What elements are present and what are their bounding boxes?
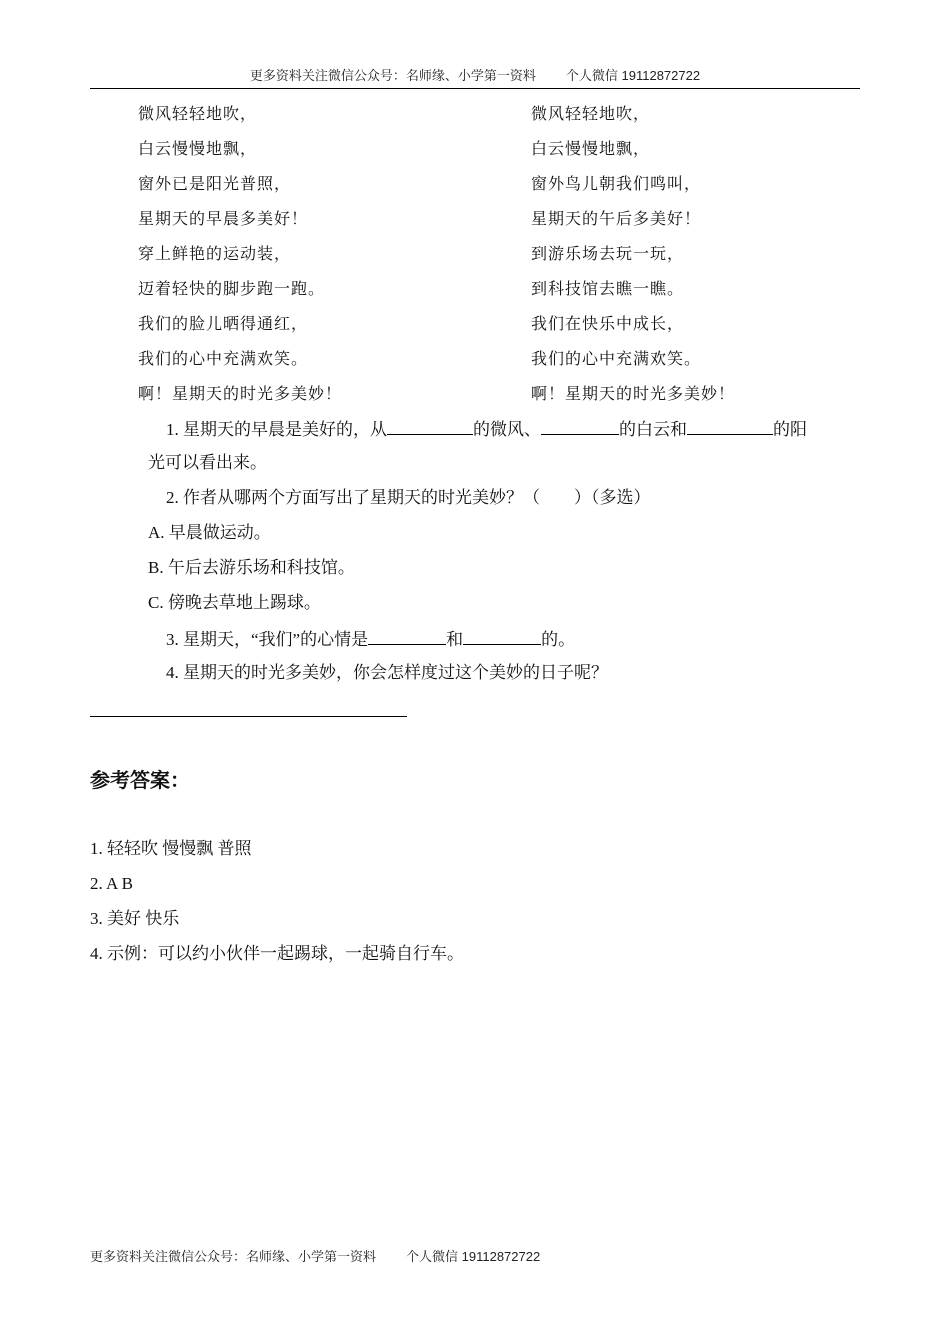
poem-line: 啊！星期天的时光多美妙！	[138, 384, 343, 403]
poem-line: 星期天的午后多美好！	[531, 209, 702, 228]
question-1-text: 的微风、	[473, 420, 541, 439]
option-b: B. 午后去游乐场和科技馆。	[148, 558, 355, 577]
poem-line: 我们在快乐中成长，	[531, 314, 685, 333]
option-c: C. 傍晚去草地上踢球。	[148, 593, 321, 612]
answer-4: 4. 示例：可以约小伙伴一起踢球，一起骑自行车。	[90, 944, 464, 963]
poem-line: 窗外鸟儿朝我们鸣叫，	[531, 174, 702, 193]
answers-title: 参考答案：	[90, 768, 190, 792]
poem-line: 迈着轻快的脚步跑一跑。	[138, 279, 326, 298]
question-1-text: 1. 星期天的早晨是美好的，从	[166, 420, 387, 439]
answer-blank[interactable]	[541, 416, 619, 435]
question-1-continued: 光可以看出来。	[148, 453, 267, 472]
question-1-text: 的白云和	[619, 420, 687, 439]
footer-contact-text: 个人微信 19112872722	[406, 1249, 541, 1264]
answer-1: 1. 轻轻吹 慢慢飘 普照	[90, 839, 252, 858]
poem-line: 微风轻轻地吹，	[138, 104, 258, 123]
question-1-text: 的阳	[773, 420, 807, 439]
question-3	[166, 626, 575, 652]
footer-source-text: 更多资料关注微信公众号：名师缘、小学第一资料	[90, 1249, 377, 1264]
poem-line: 到游乐场去玩一玩，	[531, 244, 685, 263]
answer-2: 2. A B	[90, 874, 133, 893]
poem-line: 穿上鲜艳的运动装，	[138, 244, 292, 263]
answer-blank[interactable]	[687, 416, 773, 435]
poem-line: 我们的心中充满欢笑。	[138, 349, 309, 368]
question-3-text: 的。	[541, 630, 576, 649]
question-4: 4. 星期天的时光多美妙，你会怎样度过这个美妙的日子呢？	[166, 663, 608, 682]
header-source-text: 更多资料关注微信公众号：名师缘、小学第一资料	[249, 68, 536, 83]
page-header	[90, 66, 860, 89]
answer-writing-line[interactable]	[90, 716, 407, 717]
question-3-text: 3. 星期天，“我们”的心情是	[166, 630, 369, 649]
poem-line: 白云慢慢地飘，	[531, 139, 651, 158]
poem-line: 到科技馆去瞧一瞧。	[531, 279, 685, 298]
question-1	[166, 416, 807, 442]
poem-line: 啊！星期天的时光多美妙！	[531, 384, 736, 403]
poem-left-column	[138, 96, 458, 411]
poem-line: 白云慢慢地飘，	[138, 139, 258, 158]
poem-line: 星期天的早晨多美好！	[138, 209, 309, 228]
question-3-text: 和	[446, 630, 464, 649]
poem-line: 我们的脸儿晒得通红，	[138, 314, 309, 333]
poem-line: 微风轻轻地吹，	[531, 104, 651, 123]
poem-line: 我们的心中充满欢笑。	[531, 349, 702, 368]
answer-3: 3. 美好 快乐	[90, 909, 180, 928]
question-2: 2. 作者从哪两个方面写出了星期天的时光美妙？（ ）（多选）	[166, 488, 651, 507]
option-a: A. 早晨做运动。	[148, 523, 271, 542]
answer-blank[interactable]	[387, 416, 473, 435]
poem-line: 窗外已是阳光普照，	[138, 174, 292, 193]
answer-blank[interactable]	[463, 626, 541, 645]
page-footer	[90, 1246, 540, 1265]
answer-blank[interactable]	[368, 626, 446, 645]
header-contact-text: 个人微信 19112872722	[565, 68, 701, 83]
poem-right-column	[531, 96, 851, 411]
